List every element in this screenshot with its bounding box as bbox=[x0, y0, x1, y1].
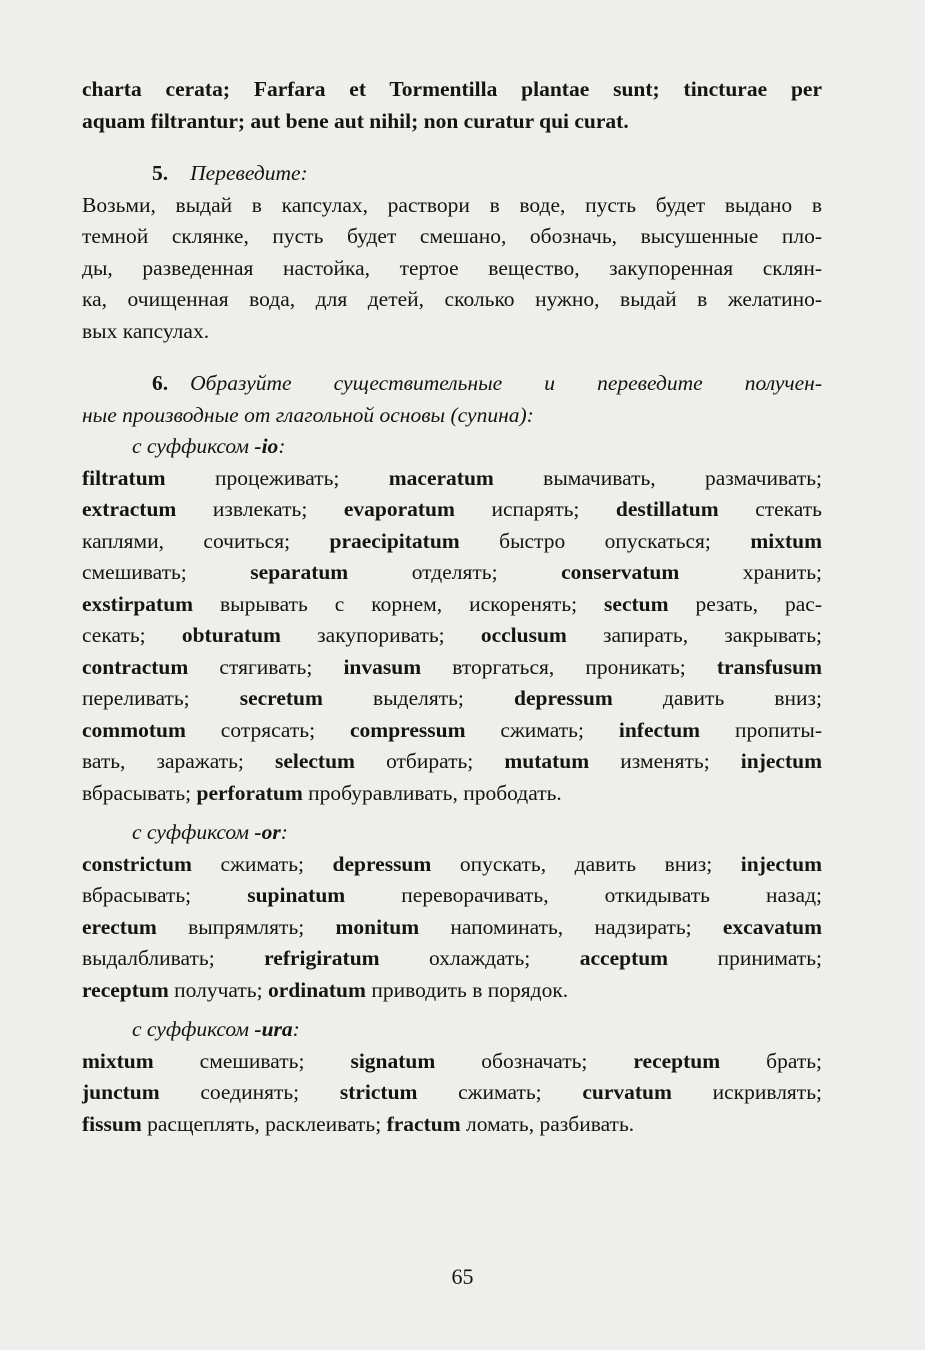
translation-text: искривлять; bbox=[671, 1080, 822, 1104]
translation-text: испарять; bbox=[454, 497, 616, 521]
translation-text: вбрасывать; bbox=[82, 883, 248, 907]
latin-term: secretum bbox=[239, 686, 323, 710]
translation-text: давить вниз; bbox=[612, 686, 822, 710]
exercise-5-heading bbox=[82, 158, 822, 190]
suffix-label-prefix: с суффиксом bbox=[132, 1017, 255, 1041]
latin-term: injectum bbox=[740, 851, 822, 876]
vocab-line bbox=[82, 683, 822, 715]
translation-text: выпрямлять; bbox=[156, 914, 336, 939]
suffix-name: -io bbox=[254, 434, 279, 458]
latin-term: exstirpatum bbox=[82, 591, 194, 616]
latin-term: invasum bbox=[343, 654, 422, 679]
latin-term: maceratum bbox=[388, 465, 494, 490]
translation-text: переворачивать, откидывать назад; bbox=[345, 883, 822, 907]
translation-text: каплями, сочиться; bbox=[82, 528, 330, 553]
translation-text: изменять; bbox=[589, 749, 741, 773]
translation-text: сжимать; bbox=[417, 1080, 583, 1104]
latin-term: monitum bbox=[335, 914, 420, 939]
suffix-label-prefix: с суффиксом bbox=[132, 434, 255, 458]
vocab-line bbox=[82, 463, 822, 495]
translation-text: вбрасывать; bbox=[82, 780, 197, 805]
latin-term: supinatum bbox=[247, 883, 346, 907]
translation-text: сжимать; bbox=[465, 717, 619, 742]
translation-text: процеживать; bbox=[165, 465, 389, 490]
translation-text: вторгаться, проникать; bbox=[421, 654, 717, 679]
suffix-name: -or bbox=[254, 820, 281, 844]
suffix-label-end: : bbox=[280, 820, 288, 844]
translation-text: опускать, давить вниз; bbox=[431, 851, 741, 876]
latin-term: occlusum bbox=[480, 623, 567, 647]
vocab-line bbox=[82, 746, 822, 778]
latin-term: transfusum bbox=[716, 654, 822, 679]
latin-term: signatum bbox=[350, 1048, 436, 1073]
translation-text: охлаждать; bbox=[379, 946, 580, 970]
translation-text: смешивать; bbox=[82, 560, 251, 584]
vocab-line bbox=[82, 1046, 822, 1078]
page-body bbox=[82, 74, 822, 1140]
latin-term: extractum bbox=[82, 497, 177, 521]
latin-term: depressum bbox=[332, 851, 432, 876]
latin-term: mutatum bbox=[504, 749, 590, 773]
top-line-2: aquam filtrantur; aut bene aut nihil; non curatur qui curat. bbox=[82, 108, 629, 133]
translation-text: стягивать; bbox=[188, 654, 344, 679]
translation-text: резать, рас- bbox=[668, 591, 822, 616]
suffix-group-label bbox=[82, 431, 822, 463]
top-line-1: charta cerata; Farfara et Tormentilla plantae sunt; tincturae per bbox=[82, 77, 822, 101]
latin-term: sectum bbox=[604, 591, 669, 616]
vocab-line bbox=[82, 620, 822, 652]
translation-text: соединять; bbox=[159, 1080, 340, 1104]
exercise-5-text bbox=[82, 190, 822, 348]
vocab-line bbox=[82, 715, 822, 747]
translation-text: сотрясать; bbox=[185, 717, 351, 742]
translation-text: выдалбливать; bbox=[82, 946, 265, 970]
translation-text: смешивать; bbox=[153, 1048, 351, 1073]
vocab-line bbox=[82, 1077, 822, 1109]
latin-term: receptum bbox=[633, 1048, 721, 1073]
suffix-label-end: : bbox=[292, 1017, 300, 1041]
exercise-6-instruction-2: ные производные от глагольной основы (супина): bbox=[82, 402, 534, 427]
latin-term: separatum bbox=[250, 560, 349, 584]
translation-text: сжимать; bbox=[191, 851, 333, 876]
vocab-line bbox=[82, 589, 822, 621]
latin-term: fractum bbox=[386, 1111, 461, 1136]
translation-text: стекать bbox=[718, 497, 822, 521]
suffix-group-label bbox=[82, 1014, 822, 1046]
suffix-name: -ura bbox=[254, 1017, 293, 1041]
translation-text: хранить; bbox=[679, 560, 823, 584]
translation-text: секать; bbox=[82, 623, 182, 647]
latin-term: praecipitatum bbox=[329, 528, 460, 553]
page-number: 65 bbox=[451, 1264, 474, 1289]
latin-term: evaporatum bbox=[343, 497, 455, 521]
vocab-line bbox=[82, 912, 822, 944]
exercise-5-line: вых капсулах. bbox=[82, 318, 210, 343]
translation-text: вымачивать, размачивать; bbox=[493, 465, 822, 490]
exercise-6-number: 6. bbox=[152, 371, 169, 395]
translation-text: напоминать, надзирать; bbox=[419, 914, 723, 939]
latin-term: injectum bbox=[740, 749, 822, 773]
latin-term: fissum bbox=[82, 1111, 142, 1136]
translation-text: отделять; bbox=[348, 560, 562, 584]
suffix-group-label bbox=[82, 817, 822, 849]
translation-text: ломать, разбивать. bbox=[460, 1111, 635, 1136]
latin-term: junctum bbox=[82, 1080, 160, 1104]
translation-text: выделять; bbox=[322, 686, 515, 710]
vocab-line bbox=[82, 849, 822, 881]
vocab-line bbox=[82, 652, 822, 684]
latin-term: perforatum bbox=[196, 780, 303, 805]
exercise-5-number: 5. bbox=[152, 161, 169, 185]
latin-term: strictum bbox=[339, 1080, 418, 1104]
translation-text: вырывать с корнем, искоренять; bbox=[193, 591, 605, 616]
translation-text: принимать; bbox=[668, 946, 822, 970]
translation-text: извлекать; bbox=[176, 497, 344, 521]
suffix-label-prefix: с суффиксом bbox=[132, 820, 255, 844]
latin-term: commotum bbox=[82, 717, 186, 742]
latin-term: depressum bbox=[514, 686, 613, 710]
latin-term: selectum bbox=[274, 749, 355, 773]
exercise-5-line: ды, разведенная настойка, тертое вещество, закупоренная склян- bbox=[82, 255, 822, 280]
translation-text: пропиты- bbox=[700, 717, 822, 742]
translation-text: закупоривать; bbox=[280, 623, 481, 647]
translation-text: обозначать; bbox=[435, 1048, 634, 1073]
latin-term: excavatum bbox=[722, 914, 823, 939]
translation-text: расщеплять, расклеивать; bbox=[141, 1111, 387, 1136]
exercise-5-instruction: Переведите: bbox=[190, 161, 308, 185]
translation-text: быстро опускаться; bbox=[459, 528, 751, 553]
latin-term: destillatum bbox=[615, 497, 719, 521]
exercise-6-groups bbox=[82, 431, 822, 1140]
translation-text: пробуравливать, прободать. bbox=[302, 780, 562, 805]
translation-text: приводить в порядок. bbox=[365, 977, 569, 1002]
vocab-line bbox=[82, 975, 822, 1007]
latin-term: infectum bbox=[618, 717, 701, 742]
latin-term: filtratum bbox=[82, 465, 166, 490]
latin-term: constrictum bbox=[82, 851, 192, 876]
translation-text: получать; bbox=[168, 977, 268, 1002]
translation-text: вать, заражать; bbox=[82, 749, 275, 773]
latin-term: mixtum bbox=[82, 1048, 154, 1073]
translation-text: переливать; bbox=[82, 686, 240, 710]
exercise-5-line: темной склянке, пусть будет смешано, обозначь, высушенные пло- bbox=[82, 224, 822, 248]
latin-term: refrigiratum bbox=[264, 946, 380, 970]
latin-term: compressum bbox=[350, 717, 466, 742]
latin-term: acceptum bbox=[579, 946, 669, 970]
vocab-line bbox=[82, 880, 822, 912]
latin-term: curvatum bbox=[582, 1080, 672, 1104]
exercise-5-line: Возьми, выдай в капсулах, раствори в воде, пусть будет выдано в bbox=[82, 192, 822, 217]
latin-term: erectum bbox=[82, 914, 157, 939]
vocab-line bbox=[82, 526, 822, 558]
latin-term: contractum bbox=[82, 654, 189, 679]
vocab-line bbox=[82, 557, 822, 589]
exercise-5-line: ка, очищенная вода, для детей, сколько нужно, выдай в желатино- bbox=[82, 287, 822, 311]
vocab-line bbox=[82, 494, 822, 526]
latin-term: mixtum bbox=[750, 528, 822, 553]
latin-term: receptum bbox=[82, 977, 169, 1002]
exercise-6-instruction-1: Образуйте существительные и переведите получен- bbox=[190, 371, 822, 395]
vocab-line bbox=[82, 943, 822, 975]
vocab-line bbox=[82, 778, 822, 810]
exercise-6-heading bbox=[82, 368, 822, 400]
latin-term: ordinatum bbox=[267, 977, 366, 1002]
vocab-line bbox=[82, 1109, 822, 1141]
translation-text: отбирать; bbox=[354, 749, 505, 773]
translation-text: запирать, закрывать; bbox=[566, 623, 822, 647]
translation-text: брать; bbox=[720, 1048, 823, 1073]
suffix-label-end: : bbox=[278, 434, 286, 458]
latin-term: obturatum bbox=[181, 623, 281, 647]
latin-term: conservatum bbox=[561, 560, 680, 584]
